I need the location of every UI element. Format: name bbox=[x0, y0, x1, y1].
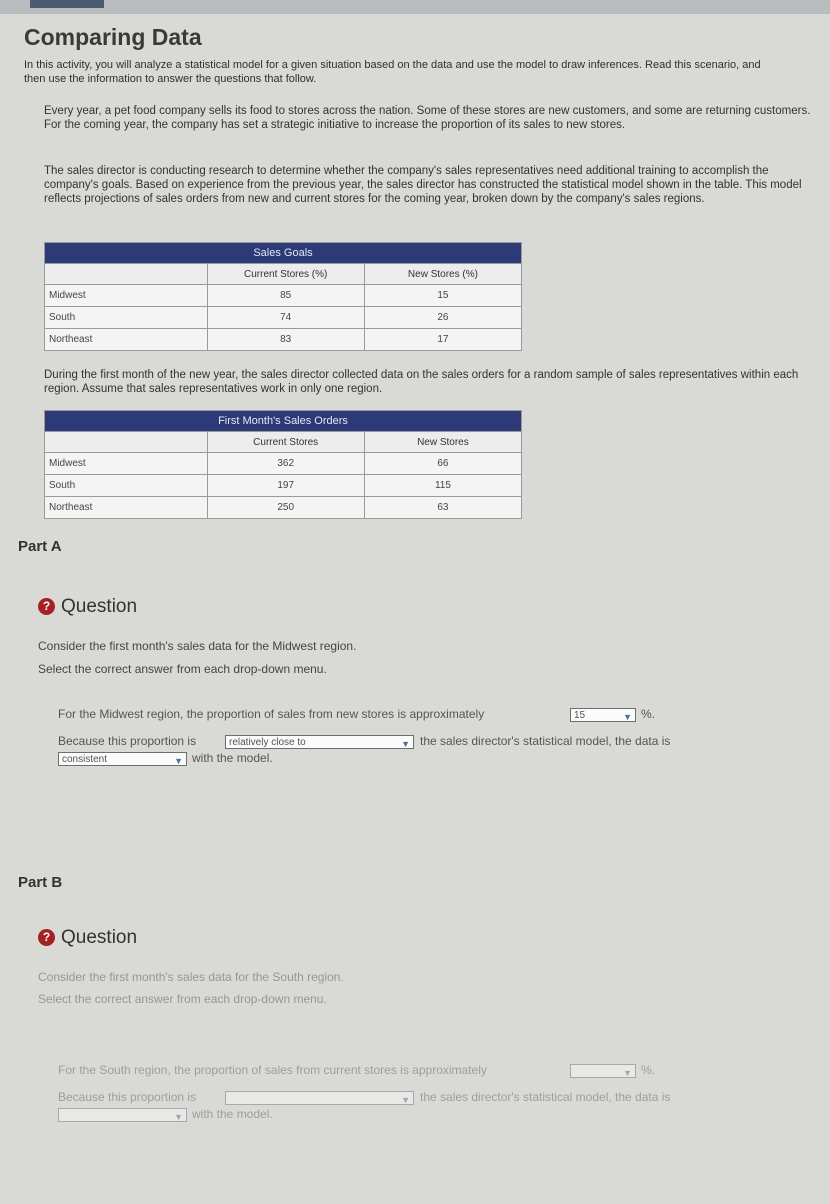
value-cell: 15 bbox=[364, 285, 521, 307]
question-label: Question bbox=[61, 927, 138, 948]
part-b-heading: Part B bbox=[18, 874, 63, 891]
part-a-question-heading bbox=[38, 596, 137, 618]
region-cell: Northeast bbox=[45, 329, 208, 351]
chevron-down-icon: ▼ bbox=[623, 712, 632, 722]
table-row bbox=[45, 453, 522, 475]
header-empty bbox=[45, 264, 208, 285]
header-current: Current Stores bbox=[207, 432, 364, 453]
question-label: Question bbox=[61, 596, 138, 617]
intro-text: In this activity, you will analyze a statistical model for a given situation based on the data and use the model to draw inferences. Read this scenario, and then use the information to answer the questions that follow. bbox=[24, 59, 761, 85]
part-a-line1-suffix: %. bbox=[641, 707, 656, 721]
part-a-dropdown-3[interactable] bbox=[58, 752, 187, 766]
scenario-paragraph-2: The sales director is conducting research to determine whether the company's sales representatives need additional training to accomplish the company's goals. Based on experience from the previous year, the sales director has constructed the statistical model shown in the table. This model reflects projections of sales orders from new and current stores for the coming year, broken down by the company's sales regions. bbox=[44, 165, 802, 205]
sales-goals-table bbox=[44, 242, 522, 351]
header-new: New Stores (%) bbox=[364, 264, 521, 285]
value-cell: 74 bbox=[207, 307, 364, 329]
value-cell: 63 bbox=[364, 497, 521, 519]
value-cell: 85 bbox=[207, 285, 364, 307]
table-row bbox=[45, 307, 522, 329]
sales-goals-title: Sales Goals bbox=[45, 243, 522, 264]
part-a-prompt: Consider the first month's sales data for the Midwest region. bbox=[38, 639, 357, 653]
value-cell: 66 bbox=[364, 453, 521, 475]
table-row bbox=[45, 329, 522, 351]
value-cell: 197 bbox=[207, 475, 364, 497]
part-b-question-heading bbox=[38, 927, 137, 949]
dropdown-value: consistent bbox=[62, 754, 108, 765]
part-a-instruction: Select the correct answer from each drop-down menu. bbox=[38, 662, 327, 676]
dropdown-value: 15 bbox=[574, 710, 586, 721]
part-b-line1-text: For the South region, the proportion of sales from current stores is approximately bbox=[58, 1063, 487, 1077]
top-tab[interactable] bbox=[30, 0, 104, 8]
part-b-prompt: Consider the first month's sales data for the South region. bbox=[38, 970, 344, 984]
part-b-dropdown-3[interactable] bbox=[58, 1108, 187, 1122]
part-b-dropdown-2[interactable] bbox=[225, 1091, 414, 1105]
value-cell: 83 bbox=[207, 329, 364, 351]
region-cell: South bbox=[45, 475, 208, 497]
value-cell: 26 bbox=[364, 307, 521, 329]
header-current: Current Stores (%) bbox=[207, 264, 364, 285]
part-b-line2-suffix: the sales director's statistical model, the data is bbox=[420, 1090, 671, 1104]
question-icon: ? bbox=[38, 929, 55, 946]
question-icon: ? bbox=[38, 598, 55, 615]
table-row bbox=[45, 497, 522, 519]
page-title: Comparing Data bbox=[24, 24, 202, 50]
orders-title: First Month's Sales Orders bbox=[45, 411, 522, 432]
header-new: New Stores bbox=[364, 432, 521, 453]
table-row bbox=[45, 475, 522, 497]
region-cell: Midwest bbox=[45, 285, 208, 307]
value-cell: 17 bbox=[364, 329, 521, 351]
part-a-line3-suffix: with the model. bbox=[192, 751, 273, 765]
chevron-down-icon: ▼ bbox=[174, 1112, 183, 1122]
value-cell: 250 bbox=[207, 497, 364, 519]
chevron-down-icon: ▼ bbox=[623, 1068, 632, 1078]
part-b-line2-text: Because this proportion is bbox=[58, 1090, 197, 1104]
value-cell: 362 bbox=[207, 453, 364, 475]
region-cell: Northeast bbox=[45, 497, 208, 519]
dropdown-value: relatively close to bbox=[229, 737, 306, 748]
chevron-down-icon: ▼ bbox=[401, 1095, 410, 1105]
part-a-heading: Part A bbox=[18, 538, 62, 555]
region-cell: South bbox=[45, 307, 208, 329]
chevron-down-icon: ▼ bbox=[401, 739, 410, 749]
part-a-line1-text: For the Midwest region, the proportion of sales from new stores is approximately bbox=[58, 707, 485, 721]
header-empty bbox=[45, 432, 208, 453]
part-a-dropdown-1[interactable] bbox=[570, 708, 636, 722]
part-b-line1-suffix: %. bbox=[641, 1063, 656, 1077]
region-cell: Midwest bbox=[45, 453, 208, 475]
part-b-instruction: Select the correct answer from each drop-down menu. bbox=[38, 992, 327, 1006]
first-month-orders-table bbox=[44, 410, 522, 519]
browser-top-bar bbox=[0, 0, 830, 14]
part-a-line2-suffix: the sales director's statistical model, the data is bbox=[420, 734, 671, 748]
scenario-paragraph-1: Every year, a pet food company sells its food to stores across the nation. Some of these stores are new customers, and some are returning customers. For the coming year, the company has set a strategic initiative to increase the proportion of its sales to new stores. bbox=[44, 105, 811, 131]
part-b-line3-suffix: with the model. bbox=[192, 1107, 273, 1121]
chevron-down-icon: ▼ bbox=[174, 756, 183, 766]
part-a-line2-text: Because this proportion is bbox=[58, 734, 197, 748]
value-cell: 115 bbox=[364, 475, 521, 497]
table-row bbox=[45, 285, 522, 307]
scenario-paragraph-3: During the first month of the new year, the sales director collected data on the sales orders for a random sample of sales representatives within each region. Assume that sales representatives work in only one region. bbox=[44, 369, 799, 395]
part-b-dropdown-1[interactable] bbox=[570, 1064, 636, 1078]
part-a-dropdown-2[interactable] bbox=[225, 735, 414, 749]
